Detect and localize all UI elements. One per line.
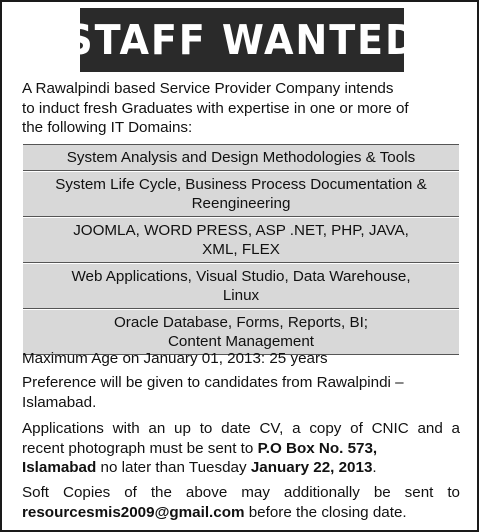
preference-line: Preference will be given to candidates from Rawalpindi – [22,374,404,391]
deadline: January 22, 2013 [250,459,373,476]
preference-paragraph [22,373,460,412]
domain-text: XML, FLEX [202,241,280,258]
email-address: resourcesmis2009@gmail.com [22,503,245,521]
soft-copies-line: Soft Copies of the above may additionally be sent to [22,484,460,501]
domain-text: Oracle Database, Forms, Reports, BI; [113,314,369,331]
domains-list [23,144,459,356]
city: Islamabad [22,459,97,476]
applications-line [22,458,460,478]
domain-text: JOOMLA, WORD PRESS, ASP .NET, PHP, JAVA, [73,222,409,239]
domain-text: Reengineering [191,195,291,212]
intro-line: to induct fresh Graduates with expertise in one or more of [22,99,409,117]
applications-paragraph [22,419,460,478]
soft-copies-paragraph [22,483,460,522]
intro-paragraph [22,79,462,138]
domain-item [23,264,459,309]
applications-text: no later than Tuesday [96,459,251,476]
domain-text: System Analysis and Design Methodologies & Tools [66,149,416,166]
title-banner [65,8,419,72]
soft-copies-text: before the closing date. [244,503,407,521]
applications-line [22,439,460,459]
applications-text: recent photograph must be sent to [22,439,258,457]
domain-text: System Life Cycle, Business Process Documentation & [55,176,427,193]
age-requirement [22,349,460,369]
applications-line: Applications with an up to date CV, a copy of CNIC and a [22,420,460,437]
soft-copies-line [22,503,460,523]
domain-item [23,145,459,171]
intro-line: the following IT Domains: [22,119,193,136]
domain-text: Linux [222,287,260,304]
intro-line: A Rawalpindi based Service Provider Company intends [22,80,394,97]
preference-line: Islamabad. [22,393,97,411]
domain-item [23,172,459,217]
age-text: Maximum Age on January 01, 2013: 25 years [22,350,328,367]
po-box: P.O Box No. 573, [257,439,378,457]
domain-item [23,218,459,263]
page-title: STAFF WANTED [65,16,419,64]
domain-text: Web Applications, Visual Studio, Data Warehouse, [71,268,411,285]
domain-text: Content Management [167,333,315,350]
applications-text: . [372,459,377,476]
